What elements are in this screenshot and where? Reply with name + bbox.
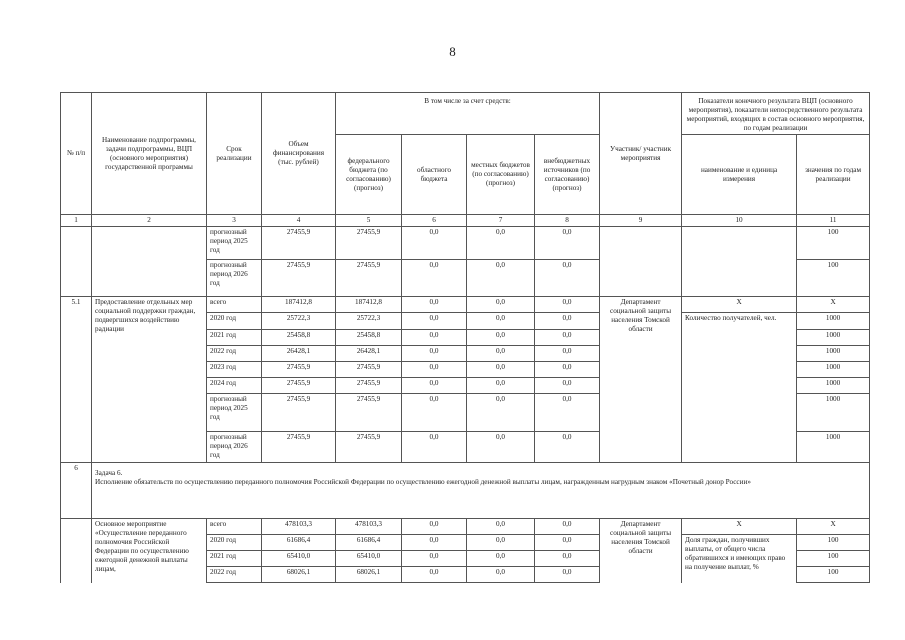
regional-cell: 0,0 (402, 260, 467, 297)
regional-cell: 0,0 (402, 394, 467, 432)
indicator-name: Количество получателей, чел. (682, 313, 797, 463)
federal-cell: 187412,8 (336, 297, 402, 313)
header-volume: Объем финансирования (тыс. рублей) (262, 93, 336, 215)
value-cell: 100 (797, 567, 870, 583)
federal-cell: 27455,9 (336, 394, 402, 432)
value-cell: 1000 (797, 330, 870, 346)
volume-cell: 25722,3 (262, 313, 336, 330)
regional-cell: 0,0 (402, 227, 467, 260)
regional-cell: 0,0 (402, 378, 467, 394)
term-cell: 2020 год (207, 535, 262, 551)
federal-cell: 61686,4 (336, 535, 402, 551)
offbudget-cell: 0,0 (535, 378, 600, 394)
local-cell: 0,0 (467, 567, 535, 583)
regional-cell: 0,0 (402, 535, 467, 551)
federal-cell: 27455,9 (336, 362, 402, 378)
volume-cell: 68026,1 (262, 567, 336, 583)
local-cell: 0,0 (467, 432, 535, 463)
value-cell: 100 (797, 551, 870, 567)
term-cell: всего (207, 297, 262, 313)
measure-name: Основное мероприятие «Осуществление переданного полномочия Российской Федерации по осуществлению ежегодной денежной выплаты лицам, (92, 519, 207, 583)
table-row (61, 297, 870, 313)
regional-cell: 0,0 (402, 551, 467, 567)
federal-cell: 25458,8 (336, 330, 402, 346)
table-row (61, 519, 870, 535)
federal-cell: 65410,0 (336, 551, 402, 567)
header-federal: федерального бюджета (по согласованию) (прогноз) (336, 135, 402, 215)
participant-cell: Департамент социальной защиты населения Томской области (600, 519, 682, 583)
value-cell: 1000 (797, 346, 870, 362)
value-cell: 1000 (797, 378, 870, 394)
offbudget-cell: 0,0 (535, 362, 600, 378)
value-cell: 100 (797, 227, 870, 260)
regional-cell: 0,0 (402, 313, 467, 330)
local-cell: 0,0 (467, 313, 535, 330)
offbudget-cell: 0,0 (535, 297, 600, 313)
task-row (61, 463, 870, 519)
term-cell: 2023 год (207, 362, 262, 378)
header-row-1 (61, 93, 870, 135)
local-cell: 0,0 (467, 519, 535, 535)
offbudget-cell: 0,0 (535, 567, 600, 583)
federal-cell: 26428,1 (336, 346, 402, 362)
indicator-x-mark: Х (682, 519, 797, 535)
local-cell: 0,0 (467, 378, 535, 394)
volume-cell: 187412,8 (262, 297, 336, 313)
federal-cell: 27455,9 (336, 260, 402, 297)
federal-cell: 27455,9 (336, 432, 402, 463)
local-cell: 0,0 (467, 394, 535, 432)
value-cell: 100 (797, 535, 870, 551)
page-number: 8 (449, 44, 456, 59)
col-number: 9 (600, 215, 682, 227)
term-cell: 2020 год (207, 313, 262, 330)
term-cell: 2021 год (207, 551, 262, 567)
value-cell: 1000 (797, 394, 870, 432)
col-number: 2 (92, 215, 207, 227)
task-text: Исполнение обязательств по осуществлению переданного полномочия Российской Федерации по осуществлению ежегодной денежной выплаты лицам, награжденным нагрудным знаком «Почетный донор России» (95, 478, 751, 486)
value-cell: Х (797, 519, 870, 535)
volume-cell: 27455,9 (262, 432, 336, 463)
volume-cell: 65410,0 (262, 551, 336, 567)
offbudget-cell: 0,0 (535, 394, 600, 432)
term-cell: прогнозный период 2026 год (207, 260, 262, 297)
value-cell: 1000 (797, 432, 870, 463)
header-regional: областного бюджета (402, 135, 467, 215)
term-cell: 2021 год (207, 330, 262, 346)
term-cell: прогнозный период 2026 год (207, 432, 262, 463)
header-sources-group: В том числе за счет средств: (336, 93, 600, 135)
col-number: 8 (535, 215, 600, 227)
federal-cell: 27455,9 (336, 378, 402, 394)
term-cell: прогнозный период 2025 год (207, 394, 262, 432)
federal-cell: 25722,3 (336, 313, 402, 330)
local-cell: 0,0 (467, 535, 535, 551)
indicator-name: Доля граждан, получивших выплаты, от общего числа обратившихся и имеющих право на получение выплат, % (682, 535, 797, 583)
offbudget-cell: 0,0 (535, 346, 600, 362)
local-cell: 0,0 (467, 297, 535, 313)
value-cell: 100 (797, 260, 870, 297)
offbudget-cell: 0,0 (535, 519, 600, 535)
federal-cell: 27455,9 (336, 227, 402, 260)
header-ind-name: наименование и единица измерения (682, 135, 797, 215)
term-cell: 2024 год (207, 378, 262, 394)
term-cell: 2022 год (207, 346, 262, 362)
header-local: местных бюджетов (по согласованию) (прогноз) (467, 135, 535, 215)
regional-cell: 0,0 (402, 432, 467, 463)
local-cell: 0,0 (467, 330, 535, 346)
header-ind-value: значения по годам реализации (797, 135, 870, 215)
col-number: 3 (207, 215, 262, 227)
header-term: Срок реализации (207, 93, 262, 215)
offbudget-cell: 0,0 (535, 227, 600, 260)
col-number: 5 (336, 215, 402, 227)
regional-cell: 0,0 (402, 346, 467, 362)
participant-cell: Департамент социальной защиты населения Томской области (600, 297, 682, 463)
task-number: 6 (61, 463, 92, 519)
row-number: 5.1 (61, 297, 92, 463)
local-cell: 0,0 (467, 227, 535, 260)
col-number: 1 (61, 215, 92, 227)
header-indicators-group: Показатели конечного результата ВЦП (основного мероприятия), показатели непосредственного результата мероприятий, входящих в состав основного мероприятия, по годам реализации (682, 93, 870, 135)
offbudget-cell: 0,0 (535, 260, 600, 297)
term-cell: 2022 год (207, 567, 262, 583)
col-number: 11 (797, 215, 870, 227)
header-num: № п/п (61, 93, 92, 215)
local-cell: 0,0 (467, 346, 535, 362)
value-cell: Х (797, 297, 870, 313)
regional-cell: 0,0 (402, 567, 467, 583)
federal-cell: 478103,3 (336, 519, 402, 535)
volume-cell: 26428,1 (262, 346, 336, 362)
value-cell: 1000 (797, 362, 870, 378)
offbudget-cell: 0,0 (535, 313, 600, 330)
regional-cell: 0,0 (402, 297, 467, 313)
header-participant: Участник/ участник мероприятия (600, 93, 682, 215)
table-row (61, 227, 870, 260)
volume-cell: 27455,9 (262, 394, 336, 432)
financing-table (60, 92, 870, 583)
column-numbers-row (61, 215, 870, 227)
col-number: 6 (402, 215, 467, 227)
volume-cell: 478103,3 (262, 519, 336, 535)
federal-cell: 68026,1 (336, 567, 402, 583)
table-row (61, 260, 870, 297)
regional-cell: 0,0 (402, 519, 467, 535)
offbudget-cell: 0,0 (535, 432, 600, 463)
term-cell: прогнозный период 2025 год (207, 227, 262, 260)
offbudget-cell: 0,0 (535, 535, 600, 551)
task-title: Задача 6. (95, 469, 123, 477)
col-number: 4 (262, 215, 336, 227)
offbudget-cell: 0,0 (535, 330, 600, 346)
header-name: Наименование подпрограммы, задачи подпрограммы, ВЦП (основного мероприятия) государственной программы (92, 93, 207, 215)
col-number: 7 (467, 215, 535, 227)
header-offbudget: внебюджетных источников (по согласованию) (прогноз) (535, 135, 600, 215)
regional-cell: 0,0 (402, 330, 467, 346)
indicator-x-mark: Х (682, 297, 797, 313)
offbudget-cell: 0,0 (535, 551, 600, 567)
volume-cell: 27455,9 (262, 378, 336, 394)
term-cell: всего (207, 519, 262, 535)
regional-cell: 0,0 (402, 362, 467, 378)
volume-cell: 61686,4 (262, 535, 336, 551)
volume-cell: 27455,9 (262, 362, 336, 378)
value-cell: 1000 (797, 313, 870, 330)
col-number: 10 (682, 215, 797, 227)
volume-cell: 27455,9 (262, 260, 336, 297)
local-cell: 0,0 (467, 260, 535, 297)
volume-cell: 27455,9 (262, 227, 336, 260)
local-cell: 0,0 (467, 551, 535, 567)
local-cell: 0,0 (467, 362, 535, 378)
measure-name: Предоставление отдельных мер социальной поддержки граждан, подвергшихся воздействию радиации (92, 297, 207, 463)
volume-cell: 25458,8 (262, 330, 336, 346)
task-description (92, 463, 870, 519)
